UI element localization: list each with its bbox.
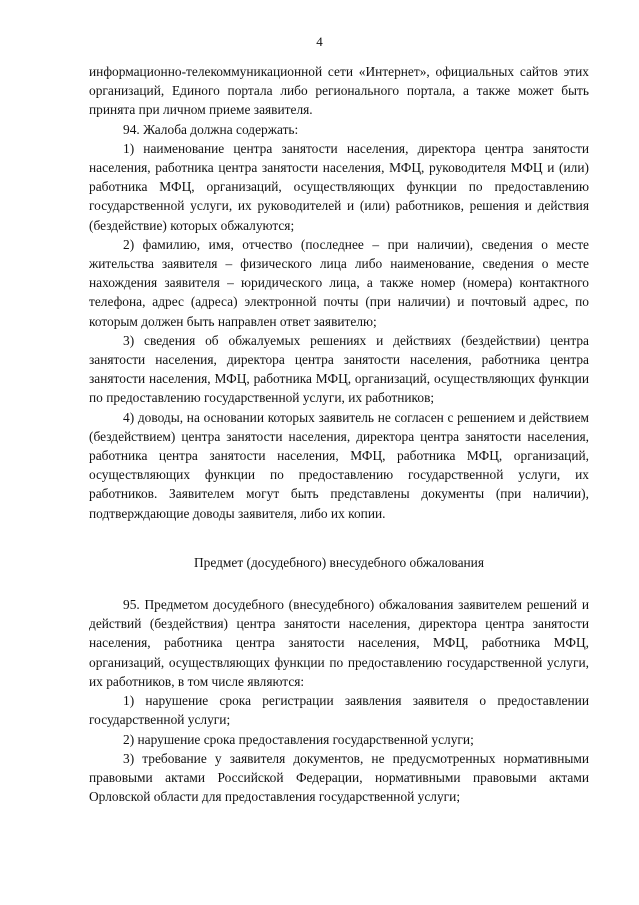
list-item: 2) нарушение срока предоставления государственной услуги; xyxy=(123,731,474,747)
list-item: 2) фамилию, имя, отчество (последнее – при наличии), сведения о месте жительства заявителя – физического лица либо наименование, сведения о месте нахождения заявителя – юридического лица, а также номер (номера) контактного телефона, адрес (адреса) электронной почты (при наличии) и почтовый адрес, по которым должен быть направлен ответ заявителю; xyxy=(89,236,589,329)
list-item: 1) нарушение срока регистрации заявления заявителя о предоставлении государственной услуги; xyxy=(89,693,589,728)
document-body xyxy=(89,62,589,806)
list-item: 3) требование у заявителя документов, не предусмотренных нормативными правовыми актами Российской Федерации, нормативными правовыми актами Орловской области для предоставления государственной услуги; xyxy=(89,750,589,805)
paragraph: 94. Жалоба должна содержать: xyxy=(123,121,299,137)
paragraph: 95. Предметом досудебного (внесудебного) обжалования заявителем решений и действий (бездействия) центра занятости населения, директора центра занятости населения, работника центра занятости населения, МФЦ, работника МФЦ, организаций, осуществляющих функции по предоставлению государственной услуги, их работников, в том числе являются: xyxy=(89,597,589,689)
paragraph: информационно-телекоммуникационной сети «Интернет», официальных сайтов этих организаций, Единого портала либо регионального портала, а также может быть принята при личном приеме заявителя. xyxy=(89,64,589,118)
list-item: 1) наименование центра занятости населения, директора центра занятости населения, работника центра занятости населения, МФЦ, руководителя МФЦ и (или) работника МФЦ, организаций, осуществляющих функции по предоставлению государственной услуги, их руководителей и (или) работников, решения и действия (бездействие) которых обжалуются; xyxy=(89,140,589,233)
section-heading: Предмет (досудебного) внесудебного обжалования xyxy=(193,554,485,570)
list-item: 4) доводы, на основании которых заявитель не согласен с решением и действием (бездействием) центра занятости населения, директора центра занятости населения, работника центра занятости населения, МФЦ, работника МФЦ, организаций, осуществляющих функции по предоставлению государственной услуги, их работников. Заявителем могут быть представлены документы (при наличии), подтверждающие доводы заявителя, либо их копии. xyxy=(89,409,589,521)
list-item: 3) сведения об обжалуемых решениях и действиях (бездействии) центра занятости населения, директора центра занятости населения, работника центра занятости населения, МФЦ, работника МФЦ, организаций, осуществляющих функции по предоставлению государственной услуги, их работников; xyxy=(89,332,589,406)
page-number: 4 xyxy=(316,34,323,49)
